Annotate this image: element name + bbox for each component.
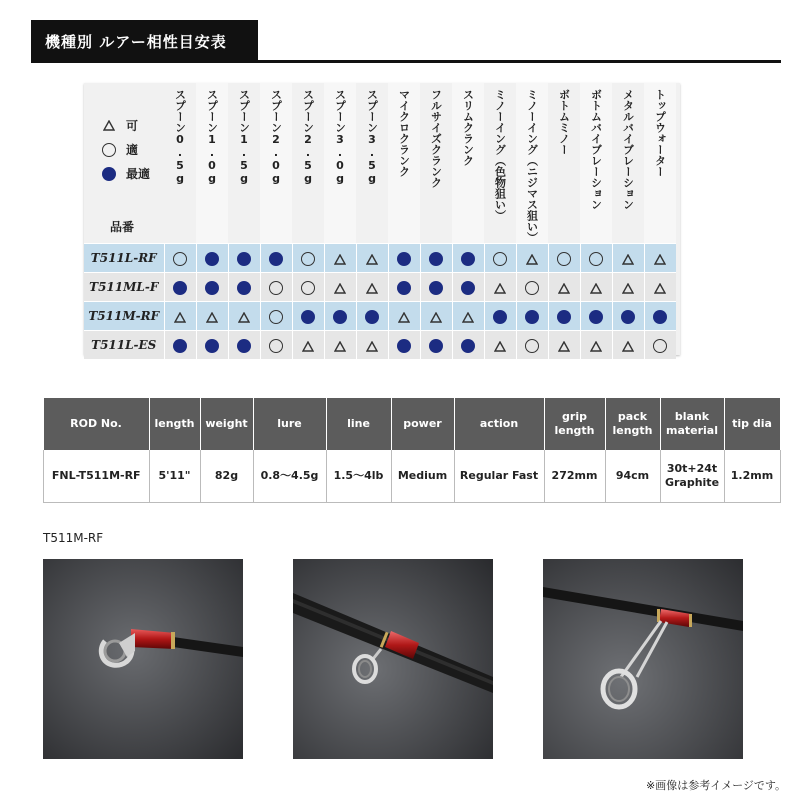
suitable-circle-icon (301, 252, 315, 266)
section-title-bar (31, 20, 258, 62)
title-underline (31, 60, 781, 63)
rating-cell (356, 331, 388, 360)
rating-cell (644, 302, 676, 331)
lure-column-header (612, 83, 644, 244)
spec-header-cell: tip dia (724, 398, 780, 450)
suitable-circle-icon (653, 339, 667, 353)
rating-cell (260, 273, 292, 302)
acceptable-triangle-icon (654, 283, 666, 294)
lure-type-label: スプーン3.0g (333, 89, 347, 185)
lure-type-label: スプーン2.5g (301, 89, 315, 185)
acceptable-triangle-icon (334, 341, 346, 352)
suitable-circle-icon (493, 252, 507, 266)
rating-cell (292, 244, 324, 273)
rating-cell (612, 302, 644, 331)
lure-type-label: トップウォーター (653, 89, 667, 177)
optimal-dot-icon (173, 339, 187, 353)
rating-cell (644, 331, 676, 360)
rating-cell (548, 331, 580, 360)
section-title: 機種別 ルアー相性目安表 (45, 33, 227, 51)
acceptable-triangle-icon (462, 312, 474, 323)
rating-cell (548, 273, 580, 302)
rating-cell (196, 331, 228, 360)
optimal-dot-icon (429, 281, 443, 295)
lure-column-header (356, 83, 388, 244)
acceptable-triangle-icon (366, 283, 378, 294)
photo-caption: T511M-RF (43, 531, 104, 545)
lure-type-label: スプーン3.5g (365, 89, 379, 185)
acceptable-triangle-icon (526, 254, 538, 265)
rating-cell (260, 331, 292, 360)
rating-cell (580, 244, 612, 273)
spec-header-cell: pack length (605, 398, 660, 450)
lure-type-label: スプーン2.0g (269, 89, 283, 185)
suitable-circle-icon (301, 281, 315, 295)
rating-cell (164, 273, 196, 302)
rating-cell (260, 244, 292, 273)
spec-value-cell: 94cm (605, 450, 660, 503)
rating-cell (356, 302, 388, 331)
suitable-circle-icon (269, 339, 283, 353)
suitable-circle-icon (525, 339, 539, 353)
model-number: T511L-RF (84, 244, 164, 273)
rating-cell (292, 273, 324, 302)
rating-cell (452, 331, 484, 360)
rating-cell (548, 244, 580, 273)
optimal-dot-icon (205, 339, 219, 353)
spec-value-cell: 1.2mm (724, 450, 780, 503)
optimal-dot-icon (429, 339, 443, 353)
rating-cell (196, 273, 228, 302)
suitable-circle-icon (557, 252, 571, 266)
lure-column-header (452, 83, 484, 244)
lure-column-header (580, 83, 612, 244)
rating-cell (164, 244, 196, 273)
rating-cell (324, 244, 356, 273)
rating-cell (580, 302, 612, 331)
lure-type-label: ボトムバイブレーション (589, 89, 603, 210)
lure-column-header (292, 83, 324, 244)
lure-column-header (324, 83, 356, 244)
rating-cell (484, 302, 516, 331)
lure-row (84, 244, 676, 273)
lure-type-label: ミノーイング（色物狙い） (493, 89, 507, 221)
rating-cell (420, 273, 452, 302)
rating-cell (388, 302, 420, 331)
rod-tip-photo-2 (293, 559, 493, 759)
lure-column-header (164, 83, 196, 244)
rating-cell (164, 302, 196, 331)
rating-cell (612, 273, 644, 302)
rating-cell (228, 273, 260, 302)
optimal-dot-icon (237, 339, 251, 353)
lure-row (84, 273, 676, 302)
lure-type-label: ボトムミノー (557, 89, 571, 155)
image-disclaimer: ※画像は参考イメージです。 (645, 779, 786, 792)
rating-cell (420, 331, 452, 360)
rating-cell (356, 273, 388, 302)
optimal-dot-icon (525, 310, 539, 324)
spec-table (43, 398, 781, 503)
rating-cell (452, 273, 484, 302)
lure-type-label: スリムクランク (461, 89, 475, 166)
optimal-dot-icon (653, 310, 667, 324)
rating-cell (452, 302, 484, 331)
spec-header-cell: power (391, 398, 454, 450)
optimal-dot-icon (621, 310, 635, 324)
acceptable-triangle-icon (398, 312, 410, 323)
legend-item-optimal: 最適 (102, 165, 150, 182)
optimal-dot-icon (269, 252, 283, 266)
lure-column-header (388, 83, 420, 244)
optimal-dot-icon (429, 252, 443, 266)
acceptable-triangle-icon (430, 312, 442, 323)
lure-row (84, 331, 676, 360)
lure-column-header (548, 83, 580, 244)
optimal-dot-icon (205, 281, 219, 295)
lure-column-header (196, 83, 228, 244)
rating-cell (228, 302, 260, 331)
optimal-dot-icon (173, 281, 187, 295)
rating-cell (516, 302, 548, 331)
triangle-icon (102, 119, 116, 133)
rating-cell (516, 331, 548, 360)
rating-cell (612, 331, 644, 360)
optimal-dot-icon (493, 310, 507, 324)
acceptable-triangle-icon (590, 283, 602, 294)
lure-column-header (516, 83, 548, 244)
rating-cell (196, 244, 228, 273)
lure-type-label: スプーン1.0g (205, 89, 219, 185)
lure-column-header (484, 83, 516, 244)
spec-value-cell: Regular Fast (454, 450, 544, 503)
optimal-dot-icon (461, 281, 475, 295)
optimal-dot-icon (237, 281, 251, 295)
rating-cell (516, 273, 548, 302)
rating-cell (324, 331, 356, 360)
circle-icon (102, 143, 116, 157)
lure-type-label: マイクロクランク (397, 89, 411, 177)
optimal-dot-icon (205, 252, 219, 266)
spec-value-cell: 5'11" (149, 450, 200, 503)
spec-header-cell: grip length (544, 398, 605, 450)
optimal-dot-icon (237, 252, 251, 266)
model-number: T511L-ES (84, 331, 164, 360)
spec-value-cell: 0.8〜4.5g (253, 450, 326, 503)
lure-column-header (420, 83, 452, 244)
rating-cell (164, 331, 196, 360)
acceptable-triangle-icon (654, 254, 666, 265)
suitable-circle-icon (525, 281, 539, 295)
lure-row (84, 302, 676, 331)
acceptable-triangle-icon (366, 254, 378, 265)
rating-cell (420, 244, 452, 273)
rating-cell (548, 302, 580, 331)
filled-dot-icon (102, 167, 116, 181)
acceptable-triangle-icon (494, 341, 506, 352)
legend-item-acceptable: 可 (102, 117, 138, 134)
spec-value-cell: 1.5〜4lb (326, 450, 391, 503)
legend (84, 83, 164, 244)
lure-type-label: スプーン1.5g (237, 89, 251, 185)
rating-cell (228, 331, 260, 360)
optimal-dot-icon (301, 310, 315, 324)
rating-cell (580, 331, 612, 360)
spec-header-cell: line (326, 398, 391, 450)
rating-cell (580, 273, 612, 302)
model-number: T511M-RF (84, 302, 164, 331)
rod-tip-photo-1 (43, 559, 243, 759)
lure-table (84, 83, 676, 359)
suitable-circle-icon (589, 252, 603, 266)
rating-cell (388, 331, 420, 360)
acceptable-triangle-icon (302, 341, 314, 352)
acceptable-triangle-icon (174, 312, 186, 323)
optimal-dot-icon (461, 252, 475, 266)
optimal-dot-icon (557, 310, 571, 324)
optimal-dot-icon (397, 339, 411, 353)
optimal-dot-icon (333, 310, 347, 324)
acceptable-triangle-icon (334, 254, 346, 265)
lure-column-header (260, 83, 292, 244)
rating-cell (420, 302, 452, 331)
rating-cell (324, 302, 356, 331)
rating-cell (644, 244, 676, 273)
lure-column-header (644, 83, 676, 244)
optimal-dot-icon (589, 310, 603, 324)
spec-header-cell: blank material (660, 398, 724, 450)
rating-cell (484, 331, 516, 360)
suitable-circle-icon (173, 252, 187, 266)
spec-header-cell: ROD No. (44, 398, 150, 450)
spec-header-cell: length (149, 398, 200, 450)
legend-item-suitable: 適 (102, 141, 138, 158)
spec-header-cell: weight (200, 398, 253, 450)
spec-value-cell: 272mm (544, 450, 605, 503)
suitable-circle-icon (269, 281, 283, 295)
acceptable-triangle-icon (366, 341, 378, 352)
optimal-dot-icon (461, 339, 475, 353)
acceptable-triangle-icon (494, 283, 506, 294)
model-number-label: 品番 (110, 220, 135, 234)
rating-cell (516, 244, 548, 273)
lure-type-label: フルサイズクランク (429, 89, 443, 188)
acceptable-triangle-icon (334, 283, 346, 294)
acceptable-triangle-icon (622, 254, 634, 265)
acceptable-triangle-icon (206, 312, 218, 323)
rating-cell (260, 302, 292, 331)
spec-header-cell: lure (253, 398, 326, 450)
acceptable-triangle-icon (622, 283, 634, 294)
optimal-dot-icon (397, 252, 411, 266)
acceptable-triangle-icon (558, 341, 570, 352)
spec-value-cell: FNL-T511M-RF (44, 450, 150, 503)
spec-value-cell: 30t+24t Graphite (660, 450, 724, 503)
optimal-dot-icon (365, 310, 379, 324)
model-number: T511ML-F (84, 273, 164, 302)
rating-cell (388, 273, 420, 302)
acceptable-triangle-icon (590, 341, 602, 352)
rating-cell (196, 302, 228, 331)
rating-cell (612, 244, 644, 273)
rod-tip-photo-3 (543, 559, 743, 759)
rating-cell (292, 302, 324, 331)
rating-cell (484, 273, 516, 302)
acceptable-triangle-icon (238, 312, 250, 323)
rating-cell (324, 273, 356, 302)
spec-value-cell: 82g (200, 450, 253, 503)
rating-cell (356, 244, 388, 273)
lure-compatibility-chart (84, 83, 680, 355)
rating-cell (484, 244, 516, 273)
lure-column-header (228, 83, 260, 244)
acceptable-triangle-icon (558, 283, 570, 294)
rating-cell (228, 244, 260, 273)
suitable-circle-icon (269, 310, 283, 324)
acceptable-triangle-icon (622, 341, 634, 352)
rating-cell (452, 244, 484, 273)
rating-cell (388, 244, 420, 273)
lure-type-label: スプーン0.5g (173, 89, 187, 185)
spec-header-cell: action (454, 398, 544, 450)
rating-cell (644, 273, 676, 302)
lure-type-label: メタルバイブレーション (621, 89, 635, 210)
rating-cell (292, 331, 324, 360)
lure-type-label: ミノーイング（ニジマス狙い） (525, 89, 539, 243)
spec-value-cell: Medium (391, 450, 454, 503)
optimal-dot-icon (397, 281, 411, 295)
